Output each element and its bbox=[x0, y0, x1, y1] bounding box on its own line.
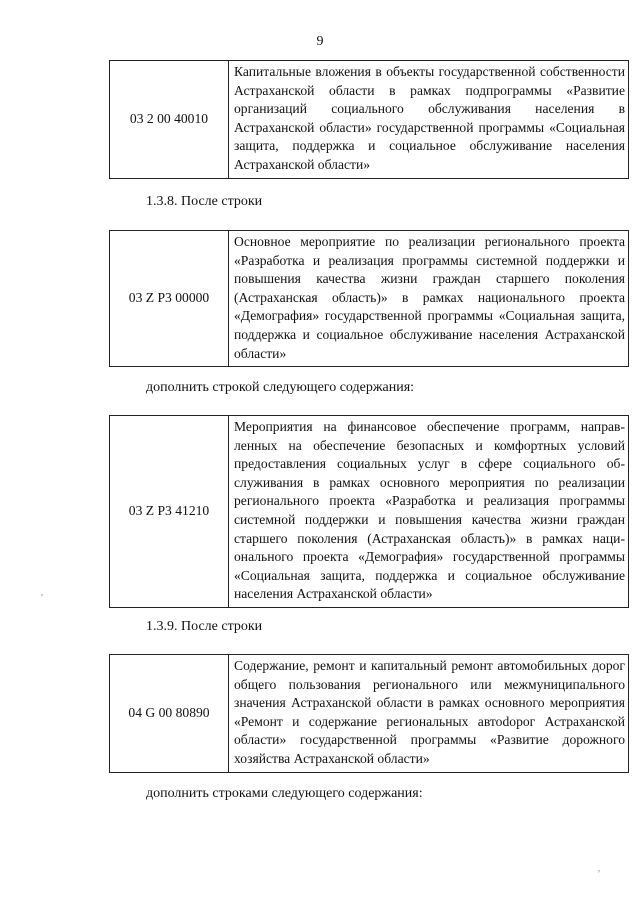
budget-code-cell: 03 2 00 40010 bbox=[110, 61, 229, 179]
budget-code-cell: 03 Z Р3 41210 bbox=[110, 416, 229, 608]
budget-code-table bbox=[109, 415, 629, 608]
budget-code-cell: 04 G 00 80890 bbox=[110, 655, 229, 773]
table-row bbox=[110, 231, 629, 367]
scan-mark: ’ bbox=[597, 868, 601, 880]
page-number: 9 bbox=[316, 34, 324, 49]
scan-mark: ’ bbox=[40, 592, 44, 604]
budget-code-table bbox=[109, 654, 629, 773]
table-row bbox=[110, 416, 629, 608]
budget-code-cell: 03 Z Р3 00000 bbox=[110, 231, 229, 367]
description-cell: Капитальные вложения в объекты государственной собственности Астраханской области в рамках подпрограммы «Развитие организаций социального обслуживания населения в Астраханской области» государственной программы «Социальная защита, поддержка и социальное обслуживание населения Астраханской области» bbox=[229, 61, 629, 179]
description-cell: Основное мероприятие по реализации регионального проекта «Разработка и реализация программы системной поддержки и повышения качества жизни граждан старшего поколения (Астраханская область)» в рамках национального проекта «Демография» государственной программы «Социальная защита, поддержка и социальное обслуживание населения Астраханской области» bbox=[229, 231, 629, 367]
description-cell: Содержание, ремонт и капитальный ремонт автомобильных дорог общего пользования регионального или межмуниципального значения Астраханской области в рамках основного мероприятия «Ремонт и содержание региональных автоdорог Астраханской области» государственной программы «Развитие дорожного хозяйства Астраханской области» bbox=[229, 655, 629, 773]
paragraph-1-3-8: 1.3.8. После строки bbox=[146, 194, 263, 209]
table-row bbox=[110, 61, 629, 179]
supplement-row-text: дополнить строкой следующего содержания: bbox=[146, 380, 415, 395]
supplement-rows-text: дополнить строками следующего содержания: bbox=[146, 786, 423, 801]
table-row bbox=[110, 655, 629, 773]
budget-code-table bbox=[109, 230, 629, 367]
budget-code-table bbox=[109, 60, 629, 179]
paragraph-1-3-9: 1.3.9. После строки bbox=[146, 619, 263, 634]
description-cell: Мероприятия на финансовое обеспечение программ, направленных на обеспечение безопасных и комфортных условий предоставления социальных услуг в сфере социального обслуживания в рамках основного мероприятия по реализации регионального проекта «Разработка и реализация программы системной поддержки и повышения качества жизни граждан старшего поколения (Астраханская область)» в рамках национального проекта «Демография» государственной программы «Социальная защита, поддержка и социальное обслуживание населения Астраханской области» bbox=[229, 416, 629, 608]
